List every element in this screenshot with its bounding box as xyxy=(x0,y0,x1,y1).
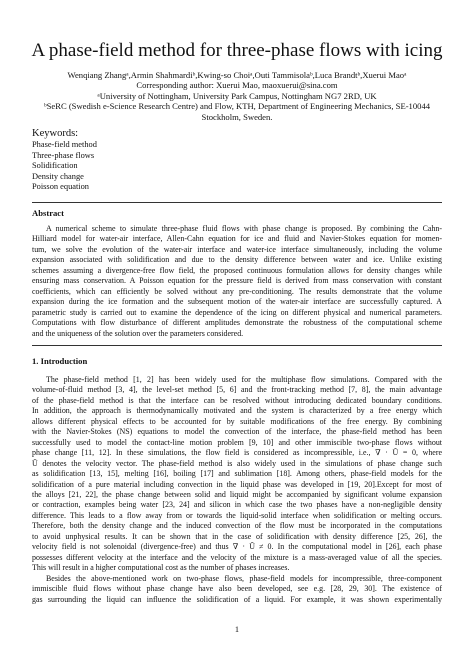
text-line: Computations with flow disturbance of different amplitudes demonstrate the robustness of the computational scheme xyxy=(32,318,442,328)
text-line: to avoid unphysical results. It can be shown that in the case of solidification with density difference [25, 26], the xyxy=(32,531,442,541)
keyword-item: Density change xyxy=(32,171,84,181)
text-line: This will result in a higher computational cost as the number of phases increases. xyxy=(32,563,290,573)
text-line: tum, we solve the evolution of the water-air interface and water-ice interface simultaneously, including the volume xyxy=(32,244,442,254)
author-block xyxy=(0,70,474,122)
keywords-list xyxy=(32,140,97,193)
text-line: coefficients, which can efficiently be solved without any pre-conditioning. The results demonstrate that the volume xyxy=(32,286,442,296)
text-line: expansion during the ice formation and the subsequent motion of the water-air interface are successfully captured. A xyxy=(32,297,442,307)
text-line: with the Navier-Stokes (NS) equations to model the convection of the interface, the phase-field method has been xyxy=(32,427,442,437)
abstract-bottom-rule xyxy=(32,345,442,346)
keyword-item: Three-phase flows xyxy=(32,150,95,160)
text-line: expansion associated with solidification and due to the density difference between water and ice. Unlike existing xyxy=(32,255,442,265)
keywords-heading: Keywords: xyxy=(32,128,79,139)
text-line: phase change [11, 12]. In these simulations, the flow field is considered as incompressible, i.e., ∇ · Ũ = 0, where xyxy=(32,448,442,458)
text-line: In addition, the approach is thermodynamically motivated and the system is characterized by a free energy which xyxy=(32,406,442,416)
affiliation-b: ᵇSeRC (Swedish e-Science Research Centre) and Flow, KTH, Department of Engineering Mechanics, SE-10044 xyxy=(43,101,431,112)
paper-title: A phase-field method for three-phase flows with icing xyxy=(31,40,443,61)
text-line: and the uniqueness of the solution over the parameters considered. xyxy=(32,328,244,338)
text-line: Besides the above-mentioned work on two-phase flows, phase-field models for incompressible, three-component xyxy=(46,573,442,583)
text-line: Ũ denotes the velocity vector. The phase-field method is also widely used in the simulations of phase change such xyxy=(32,458,442,468)
text-line: Hilliard model for water-air interface, Allen-Cahn equation for ice and fluid and Navier-Stokes equation for momen- xyxy=(32,234,442,244)
text-line: possesses different velocity at the interface and the velocity of the mixture is a mass-averaged value of all the species. xyxy=(32,552,442,562)
page-number: 1 xyxy=(234,625,240,634)
keyword-item: Phase-field method xyxy=(32,140,97,149)
text-line: allows different physical effects to be accounted for by suitable modifications of the free energy. By combining xyxy=(32,416,442,426)
keyword-item: Solidification xyxy=(32,161,78,171)
abstract-heading: Abstract xyxy=(32,208,64,218)
text-line: immiscible fluid flows without phase change have also been developed, see e.g. [28, 29, 30]. The existence of xyxy=(32,584,442,594)
text-line: as solidification [13, 15], melting [16], boiling [17] and sublimation [18]. Among others, phase-field models for the xyxy=(32,469,442,479)
text-line: difference. This leads to a flow away from or towards the liquid-solid interface when solidification or melting occurs. xyxy=(32,510,442,520)
text-line: velocity field is not solenoidal (divergence-free) and thus ∇ · Ũ ≠ 0. In the computational model in [26], each phase xyxy=(32,542,442,552)
text-line: A numerical scheme to simulate three-phase fluid flows with phase change is proposed. By combining the Cahn- xyxy=(46,224,442,233)
introduction-heading: 1. Introduction xyxy=(32,356,88,366)
abstract-top-rule xyxy=(32,202,442,203)
text-line: volume-of-fluid method [3, 4], the level-set method [5, 6] and the front-tracking method [7, 8], the main advantage xyxy=(32,385,442,395)
text-line: gas surrounding the liquid can influence the solidification of a liquid. For example, it was shown experimentally xyxy=(32,594,442,604)
introduction-text xyxy=(32,375,442,605)
abstract-text xyxy=(32,224,442,339)
text-line: of the phase-field method is that the interface can be resolved without introducing dedicated boundary conditions. xyxy=(32,395,442,405)
text-line: The phase-field method [1, 2] has been widely used for the multiphase flow simulations. Compared with the xyxy=(46,375,442,384)
keyword-item: Poisson equation xyxy=(32,182,89,192)
text-line: parametric study is carried out to examine the dependence of the icing on different physical and numerical parameters. xyxy=(32,307,442,317)
text-line: the alloys [21, 22], the phase change between solid and liquid might be accompanied by significant volume expansion xyxy=(32,489,442,499)
text-line: solidification of a pure material including convection in the liquid phase was developed in [19, 20].Except for most of xyxy=(32,479,442,489)
text-line: Therefore, both the density change and the induced convection of the flow must be incorporated in the computations xyxy=(32,521,442,531)
text-line: or contraction, examples being water [23, 24] and silicon in which case the two phases have a non-negligible density xyxy=(32,500,442,510)
text-line: successfully used to model the contact-line motion problem [9, 10] and other immiscible two-phase flows without xyxy=(32,437,442,447)
text-line: schemes assuming a divergence-free flow field, the proposed continuous formulation allows for density changes while xyxy=(32,265,442,275)
affiliation-b-city: Stockholm, Sweden. xyxy=(201,111,273,122)
text-line: ensuring mass conservation. A Poisson equation for the pressure field is derived from mass conservation with constant xyxy=(32,276,442,286)
affiliation-a: ᵃUniversity of Nottingham, University Park Campus, Nottingham NG7 2RD, UK xyxy=(97,90,377,101)
author-names: Wenqiang Zhangᵃ,Armin Shahmardiᵇ,Kwing-so Choiᵃ,Outi Tammisolaᵇ,Luca Brandtᵇ,Xuerui Maoᵃ xyxy=(67,70,407,80)
corresponding-author: Corresponding author: Xuerui Mao, maoxuerui@sina.com xyxy=(136,80,338,91)
